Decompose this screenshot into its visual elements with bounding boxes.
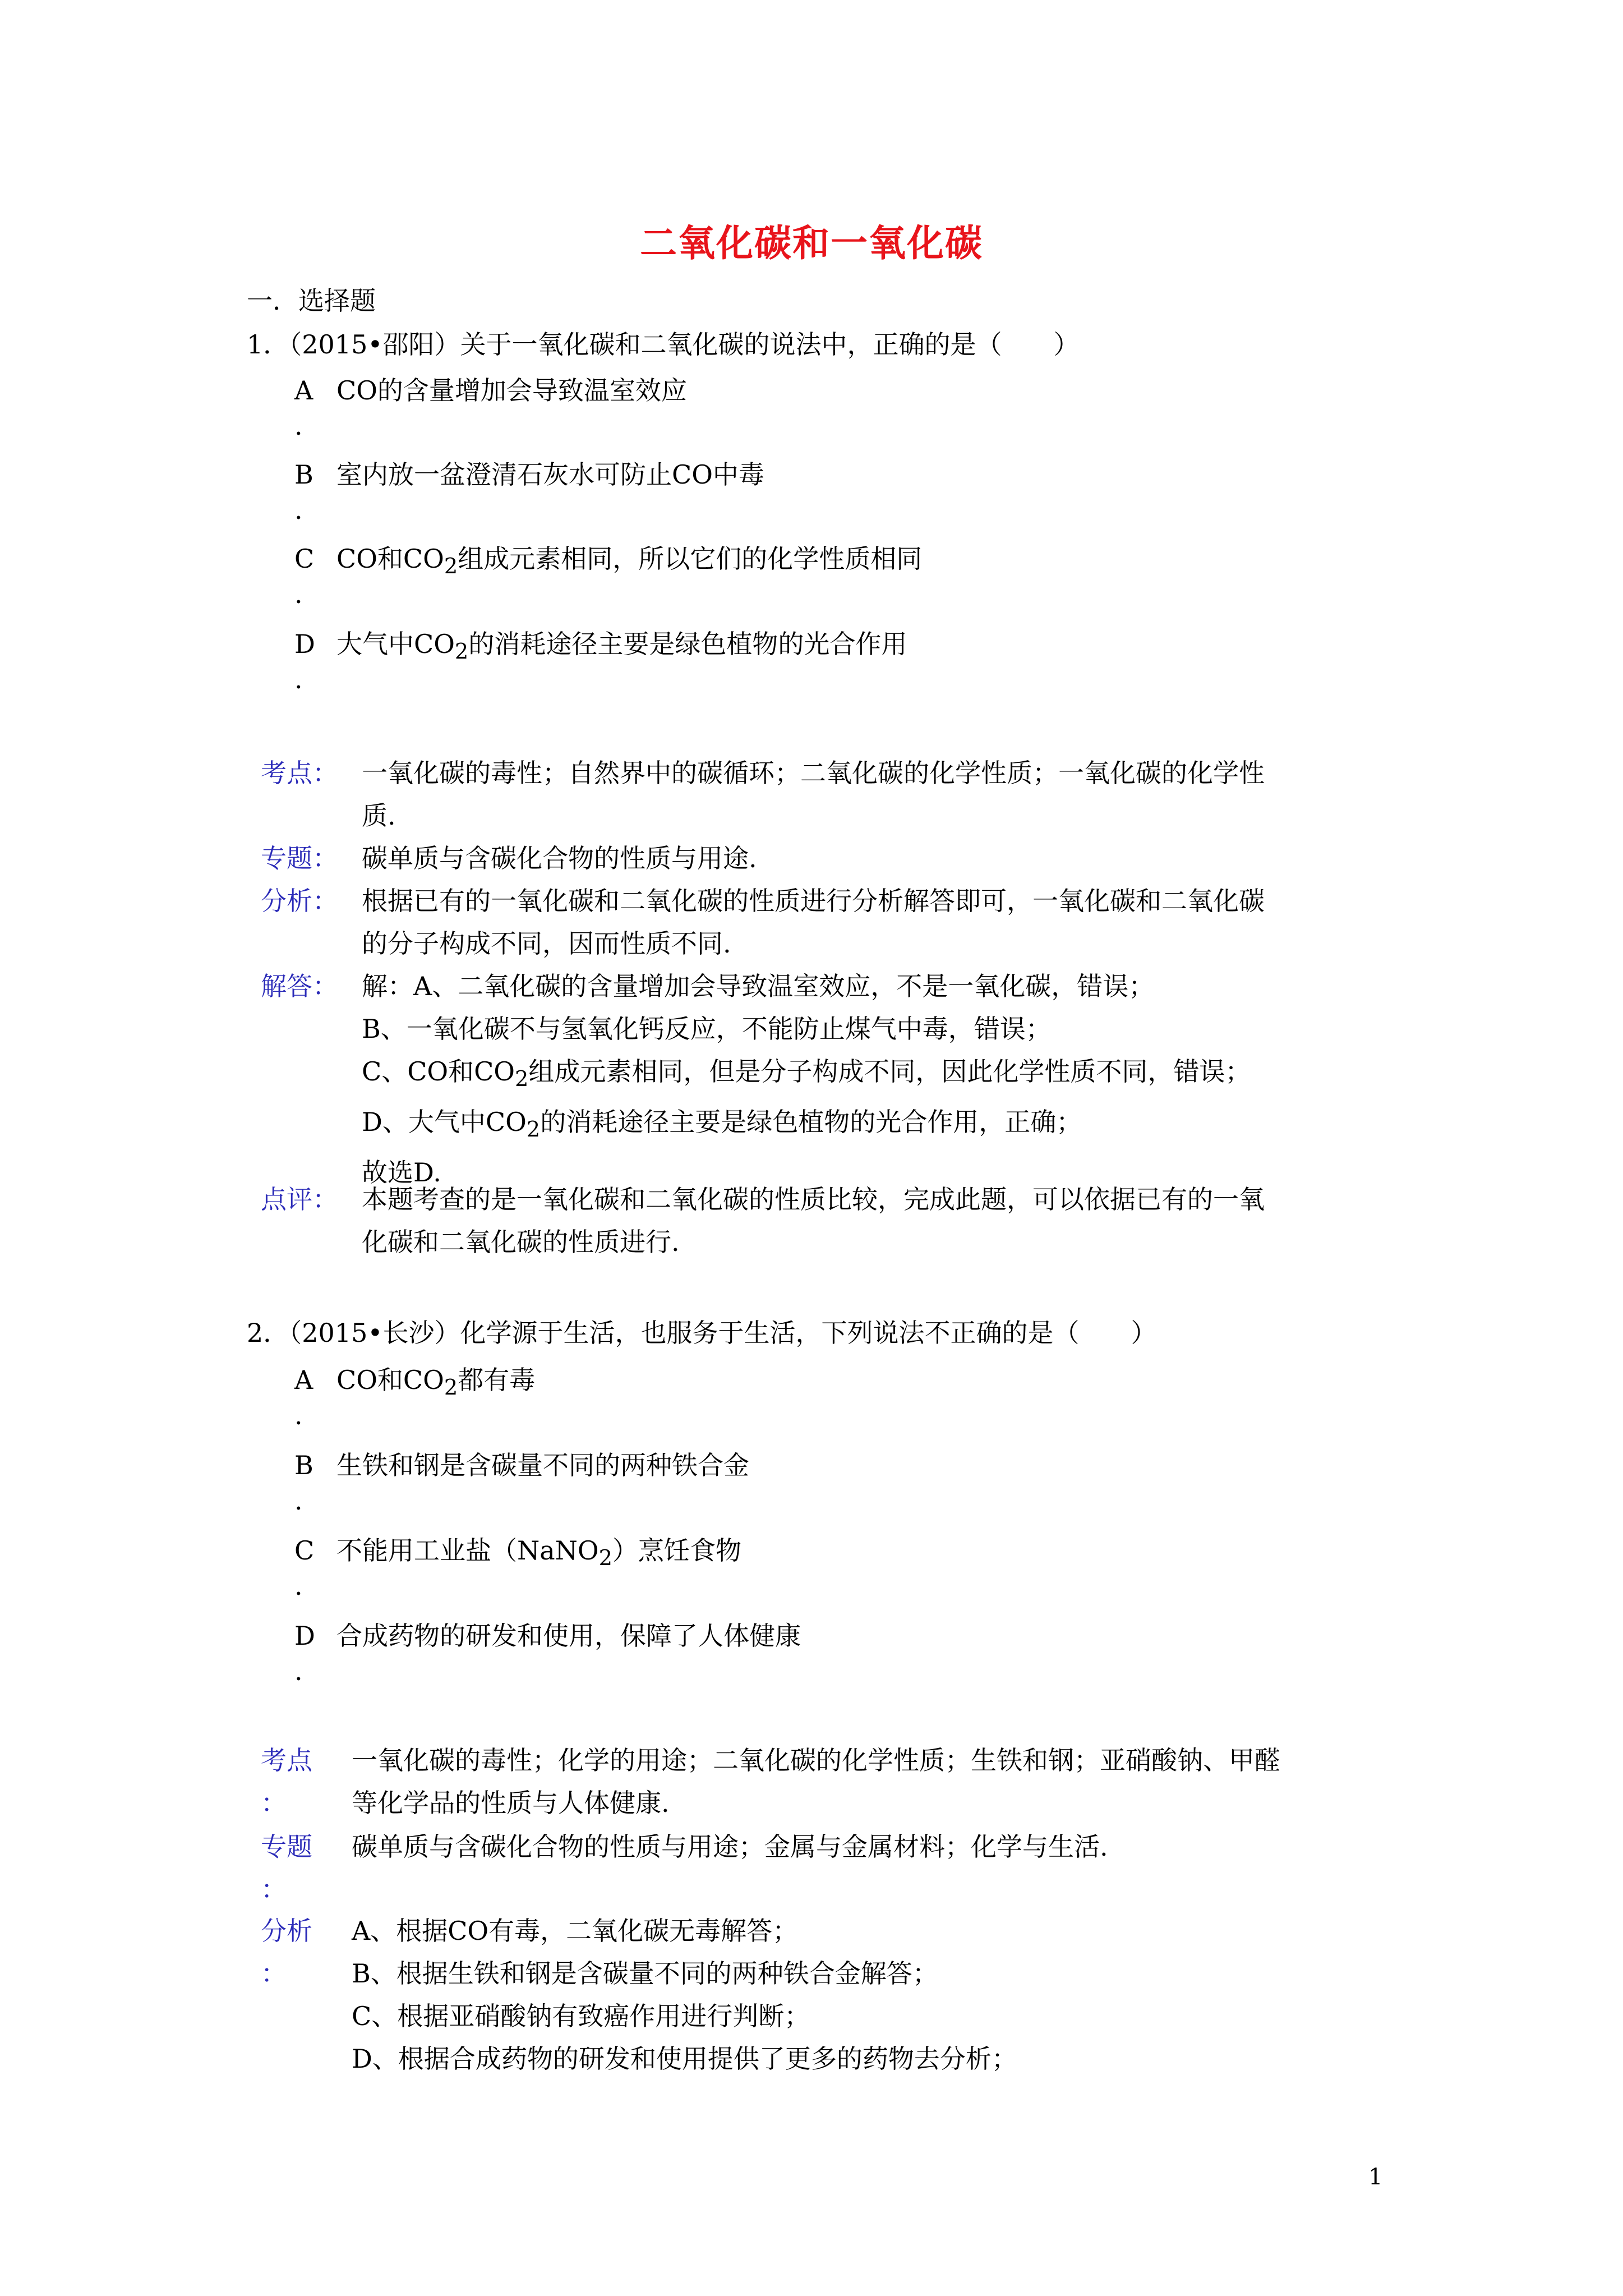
q2-option-c-dot: . (294, 1571, 303, 1601)
q1-option-b[interactable]: B 室内放一盆澄清石灰水可防止CO中毒 (294, 459, 764, 490)
document-page: 二氧化碳和一氧化碳 一．选择题 1．（2015•邵阳）关于一氧化碳和二氧化碳的说法中，正确的是（ ） A CO的含量增加会导致温室效应 . B 室内放一盆澄清石灰水可防止CO中毒 . C CO和$CO_2$组成元素相同，所以它们的化学性质相同 . D 大气中$CO_2$的消耗途径主要是绿色植物的光合作用 . 考点： 一氧化碳的毒性；自然界中的碳循环；二氧化碳的化学性质；一氧化碳的化学性 质. 专题： 碳单质与含碳化合物的性质与用途. 分析： 根据已有的一氧化碳和二氧化碳的性质进行分析解答即可，一氧化碳和二氧化碳 的分子构成不同，因而性质不同. 解答： 解：A、二氧化碳的含量增加会导致温室效应，不是一氧化碳，错误； B、一氧化碳不与氢氧化钙反应，不能防止煤气中毒，错误； C、CO和$CO_2$组成元素相同，但是分子构成不同，因此化学性质不同，错误； D、大气中$CO_2$的消耗途径主要是绿色植物的光合作用，正确； 故选D. 点评： 本题考查的是一氧化碳和二氧化碳的性质比较，完成此题，可以依据已有的一氧 化碳和二氧化碳的性质进行. 2．（2015•长沙）化学源于生活，也服务于生活，下列说法不正确的是（ ） A CO和$CO_2$都有毒 . B 生铁和钢是含碳量不同的两种铁合金 . C 不能用工业盐（NaNO$_2$）烹饪食物 . D 合成药物的研发和使用，保障了人体健康 . 考点 ： 一氧化碳的毒性；化学的用途；二氧化碳的化学性质；生铁和钢；亚硝酸钠、甲醛 等化学品的性质与人体健康. 专题 ： 碳单质与含碳化合物的性质与用途；金属与金属材料；化学与生活. 分析 ： A、根据CO有毒，二氧化碳无毒解答； B、根据生铁和钢是含碳量不同的两种铁合金解答； C、根据亚硝酸钠有致癌作用进行判断； D、根据合成药物的研发和使用提供了更多的药物去分析； 1 (0, 0, 1623, 2296)
q2-option-d[interactable]: D 合成药物的研发和使用，保障了人体健康 (294, 1621, 801, 1651)
document-title: 二氧化碳和一氧化碳 (640, 221, 983, 265)
q1-option-b-dot: . (294, 495, 303, 525)
question-2-stem: 2．（2015•长沙）化学源于生活，也服务于生活，下列说法不正确的是（ ） (247, 1318, 1157, 1348)
q1-option-d-dot: . (294, 664, 303, 694)
q1-option-c-dot: . (294, 579, 303, 609)
q2-option-b-dot: . (294, 1485, 303, 1516)
kaodian-label: 考点： (261, 758, 338, 788)
fenxi-label: 分析： (261, 886, 338, 916)
kaodian-label: 考点 ： (261, 1745, 312, 1818)
q1-option-c[interactable]: C CO和$CO_2$组成元素相同，所以它们的化学性质相同 (294, 544, 923, 579)
fenxi-label: 分析 ： (261, 1916, 312, 1989)
q2-option-c[interactable]: C 不能用工业盐（NaNO$_2$）烹饪食物 (294, 1535, 742, 1571)
q1-option-d[interactable]: D 大气中$CO_2$的消耗途径主要是绿色植物的光合作用 (294, 629, 907, 665)
zhuanti-label: 专题： (261, 843, 338, 873)
q2-option-a-dot: . (294, 1400, 303, 1430)
q1-option-a[interactable]: A CO的含量增加会导致温室效应 (294, 375, 687, 406)
question-1-stem: 1．（2015•邵阳）关于一氧化碳和二氧化碳的说法中，正确的是（ ） (247, 329, 1080, 360)
dianping-label: 点评： (261, 1184, 338, 1214)
q2-option-d-dot: . (294, 1656, 303, 1686)
q2-option-a[interactable]: A CO和$CO_2$都有毒 (294, 1365, 536, 1401)
q2-option-b[interactable]: B 生铁和钢是含碳量不同的两种铁合金 (294, 1450, 749, 1480)
jieda-label: 解答： (261, 971, 338, 1001)
section-heading: 一．选择题 (247, 286, 376, 316)
page-number: 1 (1368, 2164, 1383, 2190)
zhuanti-label: 专题 ： (261, 1832, 312, 1904)
q1-option-a-dot: . (294, 411, 303, 441)
